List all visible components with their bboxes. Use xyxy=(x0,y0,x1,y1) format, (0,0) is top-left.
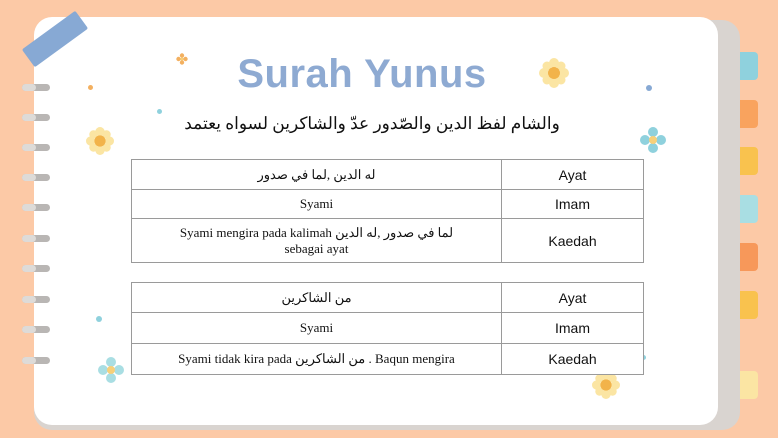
table-row xyxy=(132,313,644,344)
spiral-ring xyxy=(22,235,50,242)
table-cell-label: Imam xyxy=(502,313,644,344)
table-row xyxy=(132,219,644,263)
table-1 xyxy=(131,159,644,263)
spiral-ring xyxy=(22,144,50,151)
slide-subtitle: والشام لفظ الدين والصّدور عدّ والشاكرين لسواه يعتمد xyxy=(184,114,560,133)
table-cell-label: Ayat xyxy=(502,160,644,190)
table-2 xyxy=(131,282,644,375)
table-cell-content: Syami xyxy=(132,313,502,344)
table-row xyxy=(132,190,644,219)
table-cell-content: من الشاكرين xyxy=(132,283,502,313)
table-cell-label: Kaedah xyxy=(502,219,644,263)
spiral-ring xyxy=(22,174,50,181)
spiral-ring xyxy=(22,204,50,211)
flower-icon xyxy=(592,371,620,399)
table-row xyxy=(132,160,644,190)
table-cell-content-line-1: Syami mengira pada kalimah لما في صدور ,له الدين xyxy=(179,224,454,240)
table-cell-content-line-2: sebagai ayat xyxy=(284,240,349,256)
table-cell-content: له الدين ,لما في صدور xyxy=(132,160,502,190)
table-cell-content: Syami xyxy=(132,190,502,219)
flower-icon xyxy=(98,357,124,383)
table-row xyxy=(132,344,644,375)
table-cell-label: Kaedah xyxy=(502,344,644,375)
spiral-ring xyxy=(22,265,50,272)
slide-title: Surah Yunus xyxy=(237,52,487,96)
spiral-ring xyxy=(22,357,50,364)
spiral-ring xyxy=(22,326,50,333)
decor-dot xyxy=(96,316,102,322)
table-cell-label: Imam xyxy=(502,190,644,219)
table-cell-content xyxy=(132,219,502,263)
table-cell-content: Syami tidak kira pada من الشاكرين . Baqun mengira xyxy=(132,344,502,375)
table-cell-label: Ayat xyxy=(502,283,644,313)
table-row xyxy=(132,283,644,313)
spiral-ring xyxy=(22,296,50,303)
